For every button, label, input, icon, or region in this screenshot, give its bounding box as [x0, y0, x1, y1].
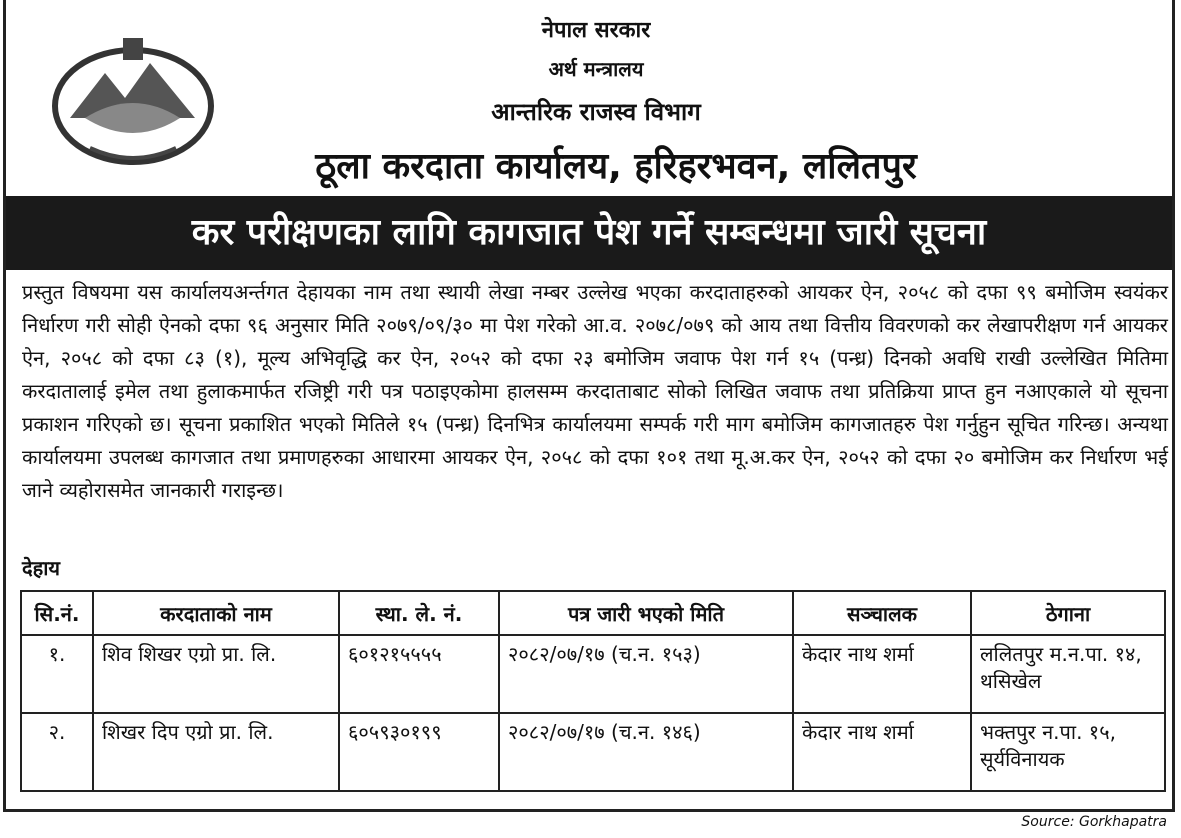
office-name: ठूला करदाता कार्यालय, हरिहरभवन, ललितपुर: [315, 146, 917, 187]
govt-name: नेपाल सरकार: [541, 18, 651, 43]
ministry-name: अर्थ मन्त्रालय: [548, 57, 644, 81]
cell-pan: ६०१२१५५५५: [339, 635, 499, 713]
col-address: ठेगाना: [971, 591, 1165, 635]
notice-header: [6, 0, 1172, 198]
notice-title: कर परीक्षणका लागि कागजात पेश गर्ने सम्बन्धमा जारी सूचना: [6, 196, 1172, 270]
cell-director: केदार नाथ शर्मा: [793, 713, 971, 791]
cell-address: भक्तपुर न.पा. १५, सूर्यविनायक: [971, 713, 1165, 791]
table-header-row: [21, 591, 1165, 635]
col-director: सञ्चालक: [793, 591, 971, 635]
col-date: पत्र जारी भएको मिति: [499, 591, 793, 635]
cell-director: केदार नाथ शर्मा: [793, 635, 971, 713]
cell-name: शिखर दिप एग्रो प्रा. लि.: [93, 713, 339, 791]
cell-date: २०८२/०७/१७ (च.न. १४६): [499, 713, 793, 791]
cell-name: शिव शिखर एग्रो प्रा. लि.: [93, 635, 339, 713]
cell-sn: १.: [21, 635, 93, 713]
table-row: [21, 713, 1165, 791]
cell-pan: ६०५९३०१९९: [339, 713, 499, 791]
col-sn: सि.नं.: [21, 591, 93, 635]
cell-sn: २.: [21, 713, 93, 791]
col-name: करदाताको नाम: [93, 591, 339, 635]
department-name: आन्तरिक राजस्व विभाग: [491, 98, 701, 126]
source-credit: Source: Gorkhapatra: [1021, 814, 1167, 830]
notice-body: प्रस्तुत विषयमा यस कार्यालयअर्न्तगत देहायका नाम तथा स्थायी लेखा नम्बर उल्लेख भएका करदाताहरुको आयकर ऐन, २०५८ को दफा ९९ बमोजिम स्वयंकर निर्धारण गरी सोही ऐनको दफा ९६ अनुसार मिति २०७९/०९/३० मा पेश गरेको आ.व. २०७८/०७९ को आय तथा वित्तीय विवरणको कर लेखापरीक्षण गर्न आयकर ऐन, २०५८ को दफा ८३ (१), मूल्य अभिवृद्धि कर ऐन, २०५२ को दफा २३ बमोजिम जवाफ पेश गर्न १५ (पन्ध्र) दिनको अवधि राखी उल्लेखित मितिमा करदातालाई इमेल तथा हुलाकमार्फत रजिष्ट्री गरी पत्र पठाइएकोमा हालसम्म करदाताबाट सोको लिखित जवाफ तथा प्रतिक्रिया प्राप्त हुन नआएकाले यो सूचना प्रकाशन गरिएको छ। सूचना प्रकाशित भएको मितिले १५ (पन्ध्र) दिनभित्र कार्यालयमा सम्पर्क गरी माग बमोजिम कागजातहरु पेश गर्नुहुन सूचित गरिन्छ। अन्यथा कार्यालयमा उपलब्ध कागजात तथा प्रमाणहरुका आधारमा आयकर ऐन, २०५८ को दफा १०१ तथा मू.अ.कर ऐन, २०५२ को दफा २० बमोजिम कर निर्धारण भई जाने व्यहोरासमेत जानकारी गराइन्छ।: [22, 280, 1168, 502]
taxpayer-table: [20, 590, 1166, 792]
schedule-label: देहाय: [22, 556, 61, 580]
table-row: [21, 635, 1165, 713]
notice-frame: [3, 0, 1175, 812]
col-pan: स्था. ले. नं.: [339, 591, 499, 635]
cell-address: ललितपुर म.न.पा. १४, थसिखेल: [971, 635, 1165, 713]
cell-date: २०८२/०७/१७ (च.न. १५३): [499, 635, 793, 713]
